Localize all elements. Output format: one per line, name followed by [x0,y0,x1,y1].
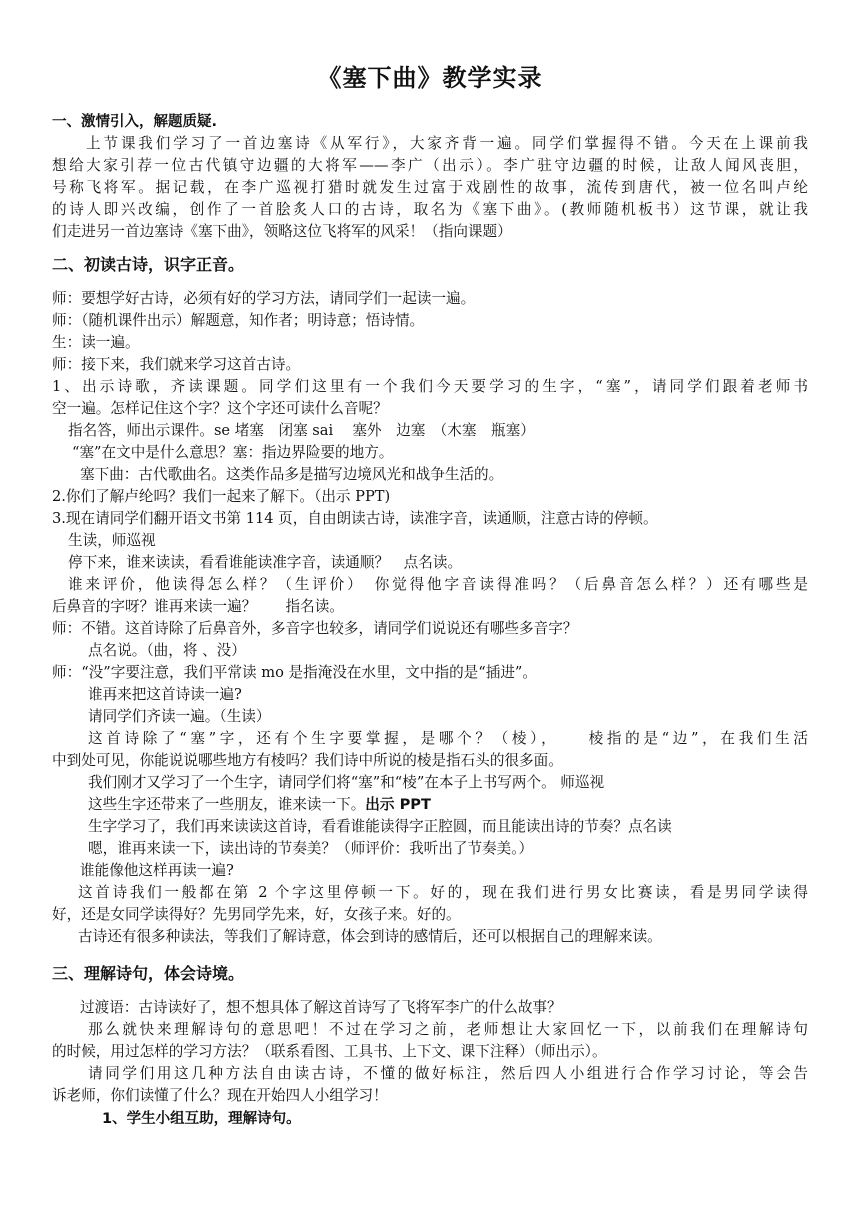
line-text: 点名说。（曲，将 、没） [88,642,246,659]
line-text: 这些生字还带来了一些朋友，谁来读一下。 [88,796,366,813]
line-text: 1、学生小组互助，理解诗句。 [102,1111,301,1127]
paragraph-line [78,882,808,904]
paragraph-line [68,420,808,442]
line-text: 三、理解诗句，体会诗境。 [52,964,245,983]
paragraph-line [52,221,808,243]
line-text: “塞”在文中是什么意思？塞：指边界险要的地方。 [72,444,394,461]
paragraph-line [52,376,808,398]
paragraph-line [88,772,808,794]
line-text: 请同学们用这几种方法自由读古诗，不懂的做好标注，然后四人小组进行合作学习讨论，等会告 [88,1065,808,1082]
paragraph-line [88,794,808,816]
line-text: 生读，师巡视 [68,532,156,549]
line-text: 们走进另一首边塞诗《塞下曲》，领略这位飞将军的风采！（指向课题） [52,223,512,240]
paragraph-line [52,1041,808,1063]
line-text: 这首诗除了“塞”字，还有个生字要掌握，是哪个？（棱）， 棱指的是“边”，在我们生活 [88,730,808,747]
line-text: 3.现在请同学们翻开语文书第 114 页，自由朗读古诗，读准字音，读通顺，注意古诗的停顿。 [52,510,658,527]
line-text: 后鼻音的字呀？谁再来读一遍？ 指名读。 [52,598,344,615]
line-text: 号称飞将军。据记载，在李广巡视打猎时就发生过富于戏剧性的故事，流传到唐代，被一位名叫卢纶 [52,179,808,196]
paragraph-line [52,508,808,530]
line-text: 二、初读古诗，识字正音。 [52,255,245,274]
line-text: 师：“没”字要注意，我们平常读 mo 是指淹没在水里，文中指的是“插进”。 [52,664,537,681]
paragraph-line [80,464,808,486]
paragraph-line [68,574,808,596]
line-text: 过渡语：古诗读好了，想不想具体了解这首诗写了飞将军李广的什么故事？ [80,999,562,1016]
section-heading [102,1108,808,1130]
line-text: 师：（随机课件出示）解题意，知作者；明诗意；悟诗情。 [52,312,425,329]
line-text: 诉老师，你们读懂了什么？现在开始四人小组学习！ [52,1087,388,1104]
paragraph-line [52,904,808,926]
paragraph-line [52,288,808,310]
paragraph-line [52,486,808,508]
line-text: 想给大家引荐一位古代镇守边疆的大将军——李广（出示）。李广驻守边疆的时候，让敌人闻风丧胆， [52,157,808,174]
paragraph-line [52,310,808,332]
paragraph-line [88,684,808,706]
line-text: 谁来评价，他读得怎么样？（生评价） 你觉得他字音读得准吗？（后鼻音怎么样？）还有哪些是 [68,576,808,593]
paragraph-line [88,640,808,662]
paragraph-line [78,926,808,948]
line-text: 一、激情引入，解题质疑. [52,114,218,130]
section-heading [52,254,808,276]
section-heading [52,963,808,985]
paragraph-line [88,838,808,860]
line-text: 古诗还有很多种读法，等我们了解诗意，体会到诗的感情后，还可以根据自己的理解来读。 [78,928,662,945]
line-text: 中到处可见，你能说说哪些地方有棱吗？我们诗中所说的棱是指石头的很多面。 [52,752,563,769]
paragraph-line [68,530,808,552]
paragraph-line [68,552,808,574]
paragraph-line [52,199,808,221]
paragraph-line [88,1063,808,1085]
paragraph-line [52,596,808,618]
line-text: 师：不错。这首诗除了后鼻音外，多音字也较多，请同学们说说还有哪些多音字？ [52,620,578,637]
line-text: 我们刚才又学习了一个生字，请同学们将“塞”和“棱”在本子上书写两个。 师巡视 [88,774,605,791]
line-text: 师：接下来，我们就来学习这首古诗。 [52,356,301,373]
paragraph-line [52,398,808,420]
section-heading [52,111,808,133]
line-text: 停下来，谁来读读，看看谁能读准字音，读通顺？ 点名读。 [68,554,463,571]
paragraph-line [52,750,808,772]
line-text: 师：要想学好古诗，必须有好的学习方法，请同学们一起读一遍。 [52,290,476,307]
paragraph-line [52,155,808,177]
paragraph-line [88,1019,808,1041]
line-text: 嗯，谁再来读一下，读出诗的节奏美？（师评价：我听出了节奏美。） [88,840,534,857]
line-text: 好，还是女同学读得好？先男同学先来，好，女孩子来。好的。 [52,906,461,923]
line-text: 谁再来把这首诗读一遍? [88,686,242,703]
line-text: 的时候，用过怎样的学习方法？（联系看图、工具书、上下文、课下注释）（师出示）。 [52,1043,607,1060]
line-text: 那么就快来理解诗句的意思吧！不过在学习之前，老师想让大家回忆一下，以前我们在理解诗句 [88,1021,808,1038]
paragraph-line [52,618,808,640]
paragraph-line [80,997,808,1019]
paragraph-line [88,728,808,750]
bold-note: 出示 PPT [365,796,431,813]
paragraph-line [52,332,808,354]
line-text: 的诗人即兴改编，创作了一首脍炙人口的古诗，取名为《塞下曲》。(教师随机板书）这节课，就让我 [52,201,808,218]
paragraph-line [88,706,808,728]
paragraph-line [72,442,808,464]
line-text: 2.你们了解卢纶吗？我们一起来了解下。（出示 PPT) [52,488,391,505]
line-text: 这首诗我们一般都在第 2 个字这里停顿一下。好的，现在我们进行男女比赛读，看是男同学读得 [78,884,808,901]
line-text: 指名答，师出示课件。se 堵塞 闭塞 sai 塞外 边塞 （木塞 瓶塞） [68,422,535,439]
line-text: 空一遍。怎样记住这个字？这个字还可读什么音呢？ [52,400,388,417]
line-text: 生字学习了，我们再来读读这首诗，看看谁能读得字正腔圆，而且能读出诗的节奏？点名读 [88,818,672,835]
line-text: 塞下曲：古代歌曲名。这类作品多是描写边境风光和战争生活的。 [80,466,504,483]
paragraph-line [52,177,808,199]
paragraph-line [80,860,808,882]
line-text: 谁能像他这样再读一遍? [80,862,234,879]
document-title: 《塞下曲》教学实录 [317,64,543,92]
line-text: 生：读一遍。 [52,334,140,351]
paragraph-line [52,1085,808,1107]
line-text: 上节课我们学习了一首边塞诗《从军行》，大家齐背一遍。同学们掌握得不错。今天在上课前我 [86,135,808,152]
paragraph-line [52,354,808,376]
paragraph-line [88,816,808,838]
line-text: 请同学们齐读一遍。（生读） [88,708,271,725]
paragraph-line [86,133,808,155]
paragraph-line [52,662,808,684]
line-text: 1、出示诗歌，齐读课题。同学们这里有一个我们今天要学习的生字，“塞”，请同学们跟着老师书 [52,378,808,395]
